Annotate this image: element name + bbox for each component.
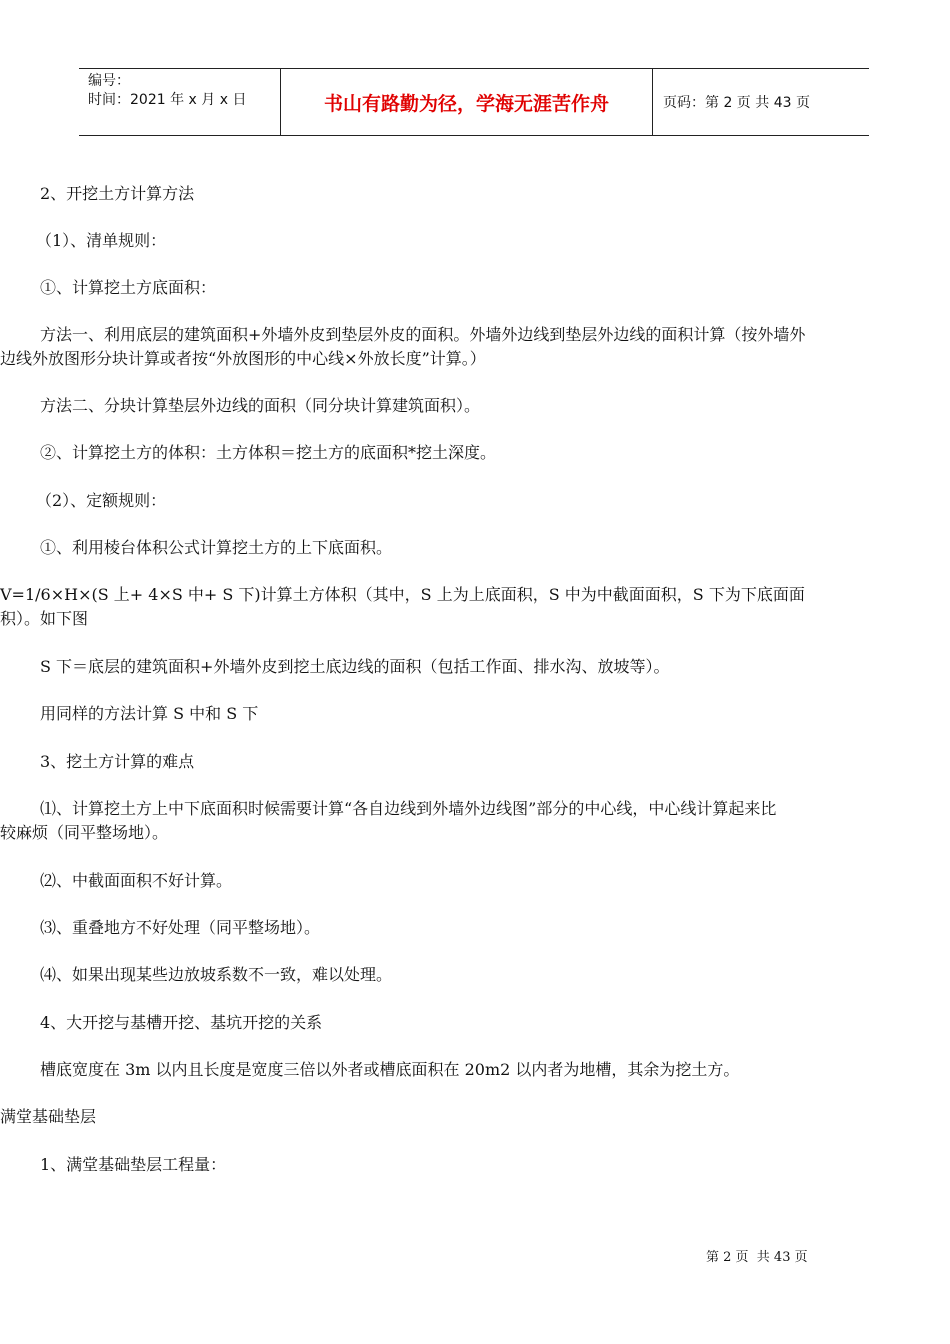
section-heading: 3、挖土方计算的难点: [40, 752, 195, 771]
paragraph: S 下＝底层的建筑面积+外墙外皮到挖土底边线的面积（包括工作面、排水沟、放坡等）。: [40, 657, 670, 676]
section-heading: 1、满堂基础垫层工程量：: [40, 1155, 227, 1174]
header-page-info: 页码：第 2 页 共 43 页: [663, 95, 810, 111]
paragraph: ⑵、中截面面积不好计算。: [40, 871, 233, 890]
paragraph: 槽底宽度在 3m 以内且长度是宽度三倍以外者或槽底面积在 20m2 以内者为地槽，其余为挖土方。: [40, 1060, 740, 1079]
paragraph: ②、计算挖土方的体积：土方体积＝挖土方的底面积*挖土深度。: [40, 443, 497, 462]
time-label: 时间：2021 年 x 月 x 日: [88, 92, 247, 108]
number-label: 编号：: [88, 73, 130, 89]
subsection-heading: （2）、定额规则：: [36, 491, 167, 510]
paragraph: ①、计算挖土方底面积：: [40, 278, 217, 297]
header-table: [79, 68, 869, 136]
page-footer: 第 2 页 共 43 页: [706, 1250, 808, 1265]
paragraph-continuation: 较麻烦（同平整场地）。: [0, 823, 169, 842]
paragraph: 方法二、分块计算垫层外边线的面积（同分块计算建筑面积）。: [40, 396, 481, 415]
paragraph-continuation: 边线外放图形分块计算或者按“外放图形的中心线×外放长度”计算。）: [0, 349, 486, 368]
paragraph: ①、利用棱台体积公式计算挖土方的上下底面积。: [40, 538, 393, 557]
chapter-heading: 满堂基础垫层: [0, 1107, 97, 1126]
section-heading: 2、开挖土方计算方法: [40, 184, 195, 203]
paragraph: ⑴、计算挖土方上中下底面积时候需要计算“各自边线到外墙外边线图”部分的中心线，中心线计算起来比: [40, 799, 777, 818]
header-meta-cell: [79, 69, 281, 135]
paragraph: 用同样的方法计算 S 中和 S 下: [40, 704, 259, 723]
formula-paragraph: V=1/6×H×(S 上+ 4×S 中+ S 下)计算土方体积（其中，S 上为上底面积，S 中为中截面面积，S 下为下底面面: [0, 585, 805, 604]
paragraph-continuation: 积）。如下图: [0, 609, 89, 628]
motto: 书山有路勤为径，学海无涯苦作舟: [281, 69, 653, 135]
paragraph: 方法一、利用底层的建筑面积+外墙外皮到垫层外皮的面积。外墙外边线到垫层外边线的面积计算（按外墙外: [40, 325, 806, 344]
paragraph: ⑷、如果出现某些边放坡系数不一致，难以处理。: [40, 965, 393, 984]
section-heading: 4、大开挖与基槽开挖、基坑开挖的关系: [40, 1013, 323, 1032]
subsection-heading: （1）、清单规则：: [36, 231, 167, 250]
paragraph: ⑶、重叠地方不好处理（同平整场地）。: [40, 918, 321, 937]
